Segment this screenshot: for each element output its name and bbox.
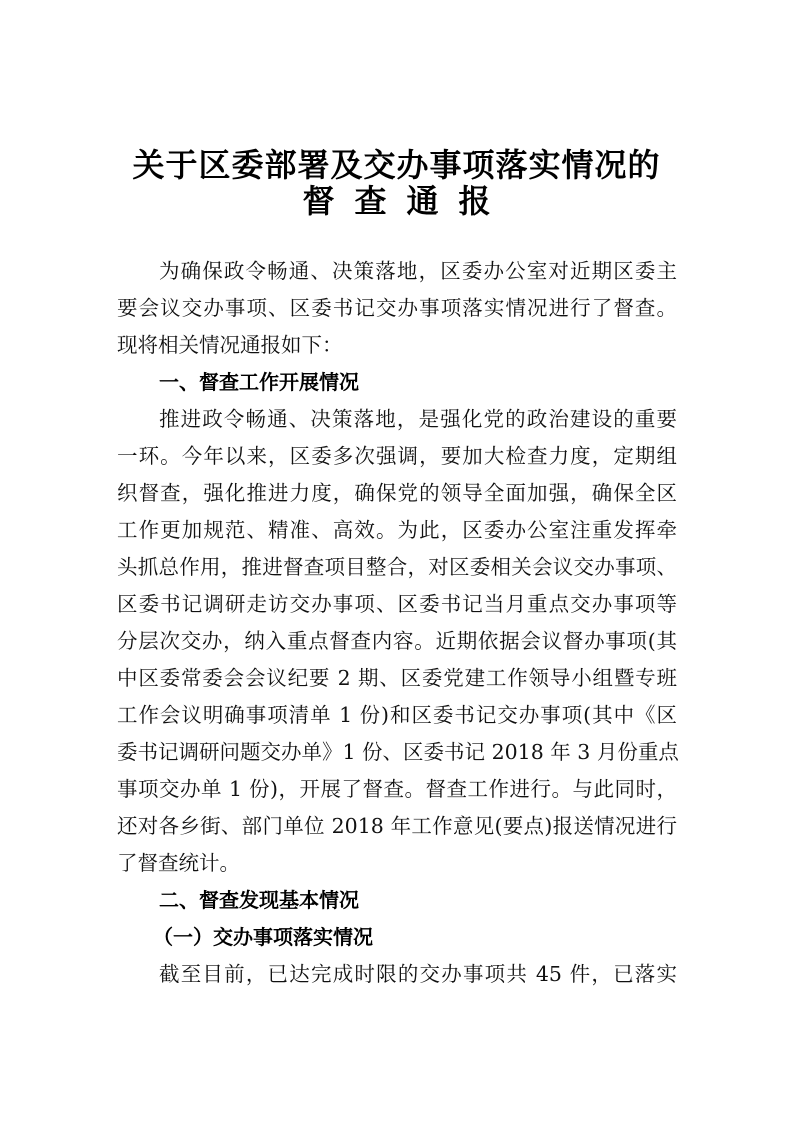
paragraph-line: 截至目前，已达完成时限的交办事项共 45 件，已落实 xyxy=(159,962,677,986)
document-body xyxy=(117,253,677,993)
paragraph-line: 委书记调研问题交办单》1 份、区委书记 2018 年 3 月份重点 xyxy=(117,740,679,764)
paragraph-line: 分层次交办，纳入重点督查内容。近期依据会议督办事项(其 xyxy=(117,629,677,653)
intro-line: 现将相关情况通报如下： xyxy=(117,333,343,357)
paragraph-line: 中区委常委会会议纪要 2 期、区委党建工作领导小组暨专班 xyxy=(117,666,677,690)
intro-line: 为确保政令畅通、决策落地，区委办公室对近期区委主 xyxy=(159,259,677,283)
subsection-heading-1: （一）交办事项落实情况 xyxy=(153,925,373,949)
paragraph-line: 头抓总作用，推进督查项目整合，对区委相关会议交办事项、 xyxy=(117,555,677,579)
paragraph-line: 推进政令畅通、决策落地，是强化党的政治建设的重要 xyxy=(159,407,677,431)
section-heading-2: 二、督查发现基本情况 xyxy=(159,888,359,912)
paragraph-line: 区委书记调研走访交办事项、区委书记当月重点交办事项等 xyxy=(117,592,677,616)
paragraph-line: 工作会议明确事项清单 1 份)和区委书记交办事项(其中《区 xyxy=(117,703,677,727)
intro-line: 要会议交办事项、区委书记交办事项落实情况进行了督查。 xyxy=(117,296,677,320)
document-title-line2: 督查通报 xyxy=(302,182,511,220)
paragraph-line: 了督查统计。 xyxy=(117,851,240,875)
paragraph-line: 事项交办单 1 份)，开展了督查。督查工作进行。与此同时， xyxy=(117,777,677,801)
section-heading-1: 一、督查工作开展情况 xyxy=(159,370,359,394)
paragraph-line: 还对各乡街、部门单位 2018 年工作意见(要点)报送情况进行 xyxy=(117,814,677,838)
document-title-line1: 关于区委部署及交办事项落实情况的 xyxy=(132,146,661,184)
paragraph-line: 一环。今年以来，区委多次强调，要加大检查力度，定期组 xyxy=(117,444,677,468)
paragraph-line: 织督查，强化推进力度，确保党的领导全面加强，确保全区 xyxy=(117,481,677,505)
paragraph-line: 工作更加规范、精准、高效。为此，区委办公室注重发挥牵 xyxy=(117,518,677,542)
